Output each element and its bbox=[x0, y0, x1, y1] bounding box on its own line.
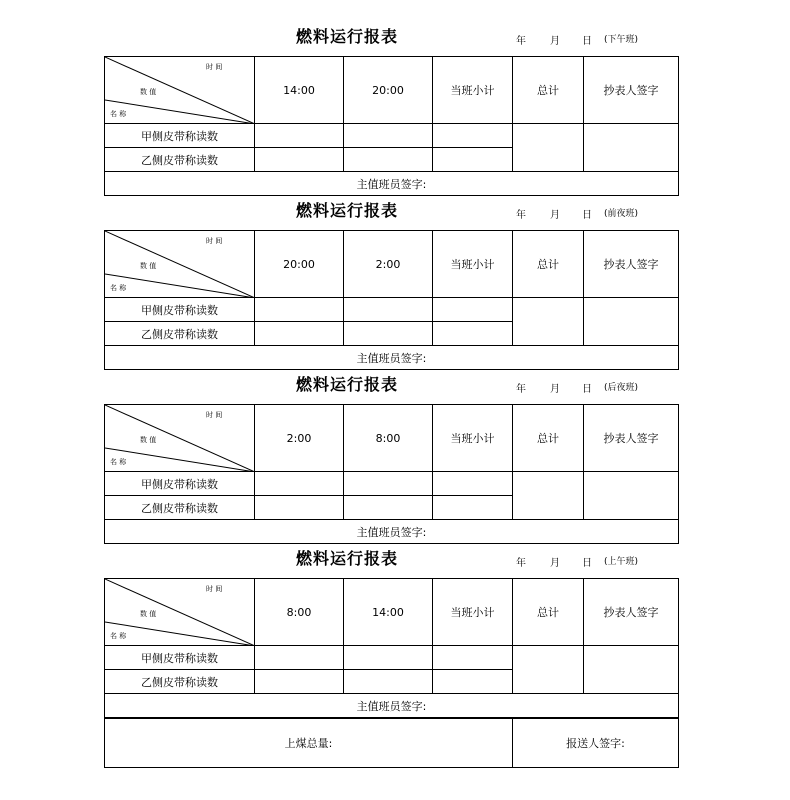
row-label-side-a: 甲侧皮带称读数 bbox=[105, 124, 255, 148]
cell-b-subtotal[interactable] bbox=[433, 496, 513, 520]
date-day-label: 日 bbox=[582, 210, 592, 221]
cell-a-time2[interactable] bbox=[344, 124, 433, 148]
cell-total[interactable] bbox=[513, 472, 584, 520]
header-row bbox=[105, 57, 679, 124]
cell-total[interactable] bbox=[513, 124, 584, 172]
diagonal-lines bbox=[105, 231, 255, 298]
reporter-signature-field[interactable]: 报送人签字: bbox=[513, 719, 679, 768]
cell-recorder-signature[interactable] bbox=[584, 298, 679, 346]
col-header-subtotal: 当班小计 bbox=[433, 57, 513, 124]
cell-b-time2[interactable] bbox=[344, 496, 433, 520]
col-header-subtotal: 当班小计 bbox=[433, 579, 513, 646]
data-row-a bbox=[105, 298, 679, 322]
signature-row bbox=[105, 694, 679, 718]
report-section-3 bbox=[104, 368, 678, 544]
cell-b-subtotal[interactable] bbox=[433, 148, 513, 172]
report-table bbox=[104, 230, 679, 370]
cell-a-time2[interactable] bbox=[344, 646, 433, 670]
diag-time-label: 时 间 bbox=[206, 411, 223, 419]
date-year-label: 年 bbox=[516, 36, 526, 47]
header-row bbox=[105, 231, 679, 298]
header-row bbox=[105, 405, 679, 472]
cell-total[interactable] bbox=[513, 298, 584, 346]
diagonal-line-lower bbox=[105, 100, 255, 124]
cell-b-time2[interactable] bbox=[344, 670, 433, 694]
report-header bbox=[104, 542, 678, 578]
shift-label: (后夜班) bbox=[604, 383, 639, 393]
shift-label: (下午班) bbox=[604, 35, 639, 45]
diagonal-header-cell bbox=[105, 579, 255, 646]
cell-b-time1[interactable] bbox=[255, 670, 344, 694]
chief-operator-signature[interactable]: 主值班员签字: bbox=[105, 172, 679, 196]
report-section-4 bbox=[104, 542, 678, 718]
col-header-total: 总计 bbox=[513, 579, 584, 646]
data-row-a bbox=[105, 472, 679, 496]
cell-a-subtotal[interactable] bbox=[433, 124, 513, 148]
coal-total-field[interactable]: 上煤总量: bbox=[105, 719, 513, 768]
date-month-label: 月 bbox=[550, 210, 560, 221]
report-title: 燃料运行报表 bbox=[296, 375, 399, 394]
col-header-total: 总计 bbox=[513, 57, 584, 124]
cell-a-time1[interactable] bbox=[255, 646, 344, 670]
row-label-side-b: 乙侧皮带称读数 bbox=[105, 148, 255, 172]
report-table bbox=[104, 404, 679, 544]
diag-name-label: 名 称 bbox=[110, 284, 127, 292]
col-header-recorder: 抄表人签字 bbox=[584, 405, 679, 472]
col-header-time2: 14:00 bbox=[344, 579, 433, 646]
diagonal-line-lower bbox=[105, 448, 255, 472]
col-header-time1: 20:00 bbox=[255, 231, 344, 298]
date-day-label: 日 bbox=[582, 558, 592, 569]
diag-name-label: 名 称 bbox=[110, 110, 127, 118]
data-row-a bbox=[105, 124, 679, 148]
diag-item-label: 数 值 bbox=[140, 88, 157, 96]
col-header-total: 总计 bbox=[513, 405, 584, 472]
date-year-label: 年 bbox=[516, 384, 526, 395]
date-day-label: 日 bbox=[582, 36, 592, 47]
diag-item-label: 数 值 bbox=[140, 436, 157, 444]
col-header-total: 总计 bbox=[513, 231, 584, 298]
date-day-label: 日 bbox=[582, 384, 592, 395]
diagonal-line-main bbox=[105, 231, 255, 298]
report-header bbox=[104, 20, 678, 56]
row-label-side-b: 乙侧皮带称读数 bbox=[105, 670, 255, 694]
diag-name-label: 名 称 bbox=[110, 458, 127, 466]
col-header-subtotal: 当班小计 bbox=[433, 405, 513, 472]
diagonal-lines bbox=[105, 579, 255, 646]
diagonal-line-main bbox=[105, 579, 255, 646]
diagonal-line-main bbox=[105, 57, 255, 124]
date-month-label: 月 bbox=[550, 36, 560, 47]
diagonal-line-lower bbox=[105, 622, 255, 646]
chief-operator-signature[interactable]: 主值班员签字: bbox=[105, 520, 679, 544]
cell-b-time1[interactable] bbox=[255, 322, 344, 346]
col-header-time1: 8:00 bbox=[255, 579, 344, 646]
report-table bbox=[104, 578, 679, 718]
signature-row bbox=[105, 172, 679, 196]
diag-item-label: 数 值 bbox=[140, 610, 157, 618]
col-header-time2: 8:00 bbox=[344, 405, 433, 472]
diagonal-header-cell bbox=[105, 57, 255, 124]
col-header-recorder: 抄表人签字 bbox=[584, 231, 679, 298]
diagonal-lines bbox=[105, 405, 255, 472]
row-label-side-b: 乙侧皮带称读数 bbox=[105, 496, 255, 520]
diag-name-label: 名 称 bbox=[110, 632, 127, 640]
diagonal-lines bbox=[105, 57, 255, 124]
cell-a-subtotal[interactable] bbox=[433, 472, 513, 496]
diagonal-header-cell bbox=[105, 231, 255, 298]
date-year-label: 年 bbox=[516, 210, 526, 221]
signature-row bbox=[105, 346, 679, 370]
cell-total[interactable] bbox=[513, 646, 584, 694]
cell-a-subtotal[interactable] bbox=[433, 646, 513, 670]
chief-operator-signature[interactable]: 主值班员签字: bbox=[105, 346, 679, 370]
report-header bbox=[104, 368, 678, 404]
cell-recorder-signature[interactable] bbox=[584, 124, 679, 172]
col-header-recorder: 抄表人签字 bbox=[584, 579, 679, 646]
cell-a-time2[interactable] bbox=[344, 472, 433, 496]
shift-label: (前夜班) bbox=[604, 209, 639, 219]
col-header-time2: 20:00 bbox=[344, 57, 433, 124]
cell-b-subtotal[interactable] bbox=[433, 322, 513, 346]
report-section-2 bbox=[104, 194, 678, 370]
cell-a-time2[interactable] bbox=[344, 298, 433, 322]
diag-time-label: 时 间 bbox=[206, 585, 223, 593]
diagonal-line-lower bbox=[105, 274, 255, 298]
cell-recorder-signature[interactable] bbox=[584, 646, 679, 694]
date-month-label: 月 bbox=[550, 384, 560, 395]
row-label-side-b: 乙侧皮带称读数 bbox=[105, 322, 255, 346]
cell-a-subtotal[interactable] bbox=[433, 298, 513, 322]
header-row bbox=[105, 579, 679, 646]
row-label-side-a: 甲侧皮带称读数 bbox=[105, 646, 255, 670]
row-label-side-a: 甲侧皮带称读数 bbox=[105, 298, 255, 322]
cell-b-subtotal[interactable] bbox=[433, 670, 513, 694]
footer-table bbox=[104, 718, 679, 768]
cell-a-time1[interactable] bbox=[255, 298, 344, 322]
cell-a-time1[interactable] bbox=[255, 124, 344, 148]
shift-label: (上午班) bbox=[604, 557, 639, 567]
report-title: 燃料运行报表 bbox=[296, 201, 399, 220]
chief-operator-signature[interactable]: 主值班员签字: bbox=[105, 694, 679, 718]
report-header bbox=[104, 194, 678, 230]
date-year-label: 年 bbox=[516, 558, 526, 569]
diagonal-line-main bbox=[105, 405, 255, 472]
col-header-subtotal: 当班小计 bbox=[433, 231, 513, 298]
cell-recorder-signature[interactable] bbox=[584, 472, 679, 520]
cell-b-time1[interactable] bbox=[255, 496, 344, 520]
report-title: 燃料运行报表 bbox=[296, 27, 399, 46]
cell-a-time1[interactable] bbox=[255, 472, 344, 496]
data-row-a bbox=[105, 646, 679, 670]
diagonal-header-cell bbox=[105, 405, 255, 472]
cell-b-time2[interactable] bbox=[344, 322, 433, 346]
diag-time-label: 时 间 bbox=[206, 237, 223, 245]
col-header-recorder: 抄表人签字 bbox=[584, 57, 679, 124]
col-header-time2: 2:00 bbox=[344, 231, 433, 298]
date-month-label: 月 bbox=[550, 558, 560, 569]
diag-time-label: 时 间 bbox=[206, 63, 223, 71]
col-header-time1: 14:00 bbox=[255, 57, 344, 124]
cell-b-time1[interactable] bbox=[255, 148, 344, 172]
signature-row bbox=[105, 520, 679, 544]
cell-b-time2[interactable] bbox=[344, 148, 433, 172]
report-title: 燃料运行报表 bbox=[296, 549, 399, 568]
report-section-1 bbox=[104, 20, 678, 196]
col-header-time1: 2:00 bbox=[255, 405, 344, 472]
row-label-side-a: 甲侧皮带称读数 bbox=[105, 472, 255, 496]
diag-item-label: 数 值 bbox=[140, 262, 157, 270]
report-table bbox=[104, 56, 679, 196]
